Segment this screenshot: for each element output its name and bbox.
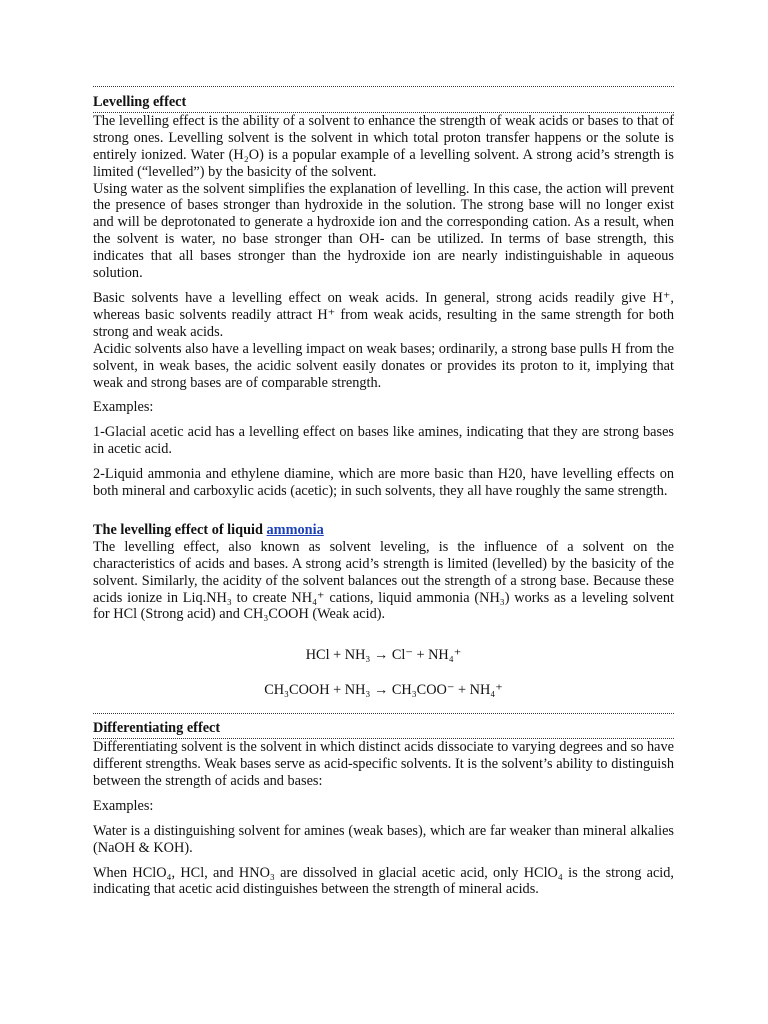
levelling-example-2: 2-Liquid ammonia and ethylene diamine, which are more basic than H20, have levelling effects on both mineral and carboxylic acids (acetic); in such solvents, they all have roughly the same strength. — [93, 466, 674, 500]
levelling-paragraph-3: Basic solvents have a levelling effect on weak acids. In general, strong acids readily give H⁺, whereas basic solvents readily attract H⁺ from weak acids, resulting in the same strength for both strong and weak acids. — [93, 289, 674, 340]
examples-label: Examples: — [93, 399, 154, 416]
equation-1: HCl + NH₃ → Cl⁻ + NH₄⁺ — [305, 647, 462, 664]
differentiating-example-2: When HClO₄, HCl, and HNO₃ are dissolved in glacial acetic acid, only HClO₄ is the strong acid, indicating that acetic acid distinguishes between the strength of mineral acids. — [93, 864, 674, 898]
levelling-paragraph-2: Using water as the solvent simplifies the explanation of levelling. In this case, the action will prevent the presence of bases stronger than hydroxide in the solution. The strong base will no longer exist and will be deprotonated to generate a hydroxide ion and the corresponding cation. As a result, when the solvent is water, no base stronger than OH- can be utilized. In terms of base strength, this indicates that all bases stronger than the hydroxide ion are nearly indistinguishable in aqueous solution. — [93, 180, 674, 282]
ammonia-heading-text: The levelling effect of liquid — [93, 521, 267, 538]
section-divider — [93, 86, 674, 87]
levelling-paragraph-1: The levelling effect is the ability of a solvent to enhance the strength of weak acids or bases to that of strong ones. Levelling solvent is the solvent in which total proton transfer happens or the solute is entirely ionized. Water (H₂O) is a popular example of a levelling solvent. A strong acid’s strength is limited (“levelled”) by the basicity of the solvent. — [93, 112, 674, 180]
equation-2: CH₃COOH + NH₃ → CH₃COO⁻ + NH₄⁺ — [264, 682, 503, 699]
levelling-heading: Levelling effect — [93, 94, 674, 113]
ammonia-paragraph-1: The levelling effect, also known as solvent leveling, is the influence of a solvent on the characteristics of acids and bases. A strong acid’s strength is limited (levelled) by the basicity of the solvent. Similarly, the acidity of the solvent balances out the strength of a strong base. Because these acids ionize in Liq.NH₃ to create NH₄⁺ cations, liquid ammonia (NH₃) works as a leveling solvent for HCl (Strong acid) and CH₃COOH (Weak acid). — [93, 538, 674, 623]
levelling-paragraph-4: Acidic solvents also have a levelling impact on weak bases; ordinarily, a strong base pulls H from the solvent, in weak bases, the acidic solvent easily donates or provides its proton to it, implying that weak and strong bases are of comparable strength. — [93, 340, 674, 391]
section-divider — [93, 713, 674, 714]
levelling-example-1: 1-Glacial acetic acid has a levelling effect on bases like amines, indicating that they are strong bases in acetic acid. — [93, 424, 674, 458]
differentiating-heading: Differentiating effect — [93, 720, 674, 739]
differentiating-paragraph-1: Differentiating solvent is the solvent in which distinct acids dissociate to varying degrees and so have different strengths. Weak bases serve as acid-specific solvents. It is the solvent’s ability to distinguish between the strength of acids and bases: — [93, 739, 674, 789]
differentiating-example-1: Water is a distinguishing solvent for amines (weak bases), which are far weaker than mineral alkalies (NaOH & KOH). — [93, 822, 674, 856]
differentiating-examples-label: Examples: — [93, 797, 154, 814]
ammonia-heading — [93, 522, 674, 539]
ammonia-link[interactable]: ammonia — [266, 521, 324, 538]
document-page — [93, 86, 674, 898]
